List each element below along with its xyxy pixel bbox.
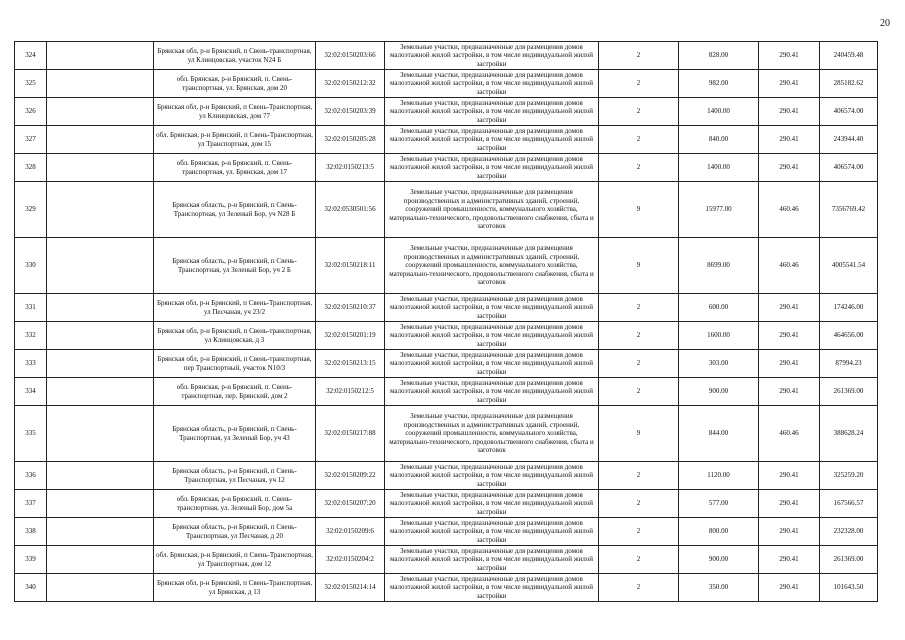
- table-row: [15, 238, 878, 294]
- cadastral-number-cell: 32:02:0150218:11: [316, 238, 385, 294]
- row-number: 335: [15, 406, 47, 462]
- cadastral-number-cell: 32:02:0150212:32: [316, 70, 385, 98]
- specific-value-cell: 290.41: [759, 490, 820, 518]
- address-cell: обл. Брянская, р-н Брянский, п. Свень-транспортная, ул. Брянская, дом 17: [154, 154, 316, 182]
- use-group-cell: 2: [599, 294, 679, 322]
- cadastral-number-cell: 32:02:0150205:28: [316, 126, 385, 154]
- address-cell: обл. Брянская, р-н Брянский, п. Свень-транспортная, ул. Зеленый Бор, дом 5а: [154, 490, 316, 518]
- table-row: [15, 350, 878, 378]
- area-cell: 800.00: [679, 518, 759, 546]
- use-group-cell: 2: [599, 518, 679, 546]
- area-cell: 8699.00: [679, 238, 759, 294]
- address-cell: Брянская область, р-н Брянский, п Свень-Транспортная, ул Зеленый Бор, уч 43: [154, 406, 316, 462]
- use-group-cell: 2: [599, 574, 679, 602]
- table-row: [15, 154, 878, 182]
- specific-value-cell: 290.41: [759, 350, 820, 378]
- registry-rows: [15, 42, 878, 602]
- permitted-use-cell: Земельные участки, предназначенные для размещения домов малоэтажной жилой застройки, в том числе индивидуальной жилой застройки: [385, 294, 599, 322]
- address-cell: Брянская область, р-н Брянский, п Свень-Транспортная, ул Зеленый Бор, уч 2 Б: [154, 238, 316, 294]
- empty-cell: [47, 42, 154, 70]
- permitted-use-cell: Земельные участки, предназначенные для размещения домов малоэтажной жилой застройки, в том числе индивидуальной жилой застройки: [385, 462, 599, 490]
- specific-value-cell: 290.41: [759, 574, 820, 602]
- permitted-use-cell: Земельные участки, предназначенные для размещения домов малоэтажной жилой застройки, в том числе индивидуальной жилой застройки: [385, 350, 599, 378]
- row-number: 327: [15, 126, 47, 154]
- specific-value-cell: 460.46: [759, 406, 820, 462]
- use-group-cell: 2: [599, 350, 679, 378]
- cadastral-value-cell: 285182.62: [820, 70, 878, 98]
- area-cell: 577.00: [679, 490, 759, 518]
- row-number: 340: [15, 574, 47, 602]
- empty-cell: [47, 182, 154, 238]
- specific-value-cell: 290.41: [759, 70, 820, 98]
- empty-cell: [47, 378, 154, 406]
- row-number: 337: [15, 490, 47, 518]
- permitted-use-cell: Земельные участки, предназначенные для размещения домов малоэтажной жилой застройки, в том числе индивидуальной жилой застройки: [385, 490, 599, 518]
- empty-cell: [47, 238, 154, 294]
- cadastral-value-cell: 7356769.42: [820, 182, 878, 238]
- cadastral-value-cell: 261369.00: [820, 378, 878, 406]
- cadastral-number-cell: 32:02:0150214:14: [316, 574, 385, 602]
- specific-value-cell: 290.41: [759, 98, 820, 126]
- area-cell: 828.00: [679, 42, 759, 70]
- cadastral-value-cell: 406574.00: [820, 98, 878, 126]
- cadastral-number-cell: 32:02:0150201:19: [316, 322, 385, 350]
- area-cell: 1120.00: [679, 462, 759, 490]
- cadastral-value-cell: 232328.00: [820, 518, 878, 546]
- cadastral-number-cell: 32:02:0150203:66: [316, 42, 385, 70]
- cadastral-value-cell: 261369.00: [820, 546, 878, 574]
- page-number: 20: [880, 18, 890, 29]
- cadastral-value-cell: 464656.00: [820, 322, 878, 350]
- area-cell: 350.00: [679, 574, 759, 602]
- address-cell: Брянская обл, р-н Брянский, п Свень-транспортная, ул Клинцовская, д 3: [154, 322, 316, 350]
- area-cell: 600.00: [679, 294, 759, 322]
- permitted-use-cell: Земельные участки, предназначенные для размещения производственных и административных зданий, строений, сооружений промышленности, коммунального хозяйства, материально-технического, продовольственного снабжения, сбыта и заготовок: [385, 238, 599, 294]
- row-number: 324: [15, 42, 47, 70]
- row-number: 338: [15, 518, 47, 546]
- specific-value-cell: 290.41: [759, 294, 820, 322]
- empty-cell: [47, 546, 154, 574]
- area-cell: 303.00: [679, 350, 759, 378]
- area-cell: 1400.00: [679, 98, 759, 126]
- permitted-use-cell: Земельные участки, предназначенные для размещения домов малоэтажной жилой застройки, в том числе индивидуальной жилой застройки: [385, 378, 599, 406]
- row-number: 328: [15, 154, 47, 182]
- permitted-use-cell: Земельные участки, предназначенные для размещения домов малоэтажной жилой застройки, в том числе индивидуальной жилой застройки: [385, 126, 599, 154]
- cadastral-number-cell: 32:02:0150212:5: [316, 378, 385, 406]
- address-cell: обл. Брянская, р-н Брянский, п Свень-Транспортная, ул Транспортная, дом 12: [154, 546, 316, 574]
- cadastral-number-cell: 32:02:0150210:37: [316, 294, 385, 322]
- cadastral-number-cell: 32:02:0530501:56: [316, 182, 385, 238]
- specific-value-cell: 290.41: [759, 378, 820, 406]
- table-row: [15, 378, 878, 406]
- use-group-cell: 2: [599, 98, 679, 126]
- table-row: [15, 462, 878, 490]
- table-row: [15, 70, 878, 98]
- address-cell: Брянская область, р-н Брянский, п Свень-Транспортная, ул Песчаная, д 20: [154, 518, 316, 546]
- cadastral-value-cell: 406574.00: [820, 154, 878, 182]
- use-group-cell: 2: [599, 322, 679, 350]
- specific-value-cell: 290.41: [759, 154, 820, 182]
- empty-cell: [47, 490, 154, 518]
- empty-cell: [47, 126, 154, 154]
- use-group-cell: 2: [599, 378, 679, 406]
- table-row: [15, 98, 878, 126]
- area-cell: 900.00: [679, 546, 759, 574]
- row-number: 326: [15, 98, 47, 126]
- empty-cell: [47, 350, 154, 378]
- table-row: [15, 42, 878, 70]
- cadastral-number-cell: 32:02:0150203:39: [316, 98, 385, 126]
- area-cell: 982.00: [679, 70, 759, 98]
- cadastral-number-cell: 32:02:0150213:5: [316, 154, 385, 182]
- row-number: 331: [15, 294, 47, 322]
- specific-value-cell: 290.41: [759, 322, 820, 350]
- use-group-cell: 9: [599, 182, 679, 238]
- use-group-cell: 2: [599, 70, 679, 98]
- empty-cell: [47, 574, 154, 602]
- row-number: 336: [15, 462, 47, 490]
- permitted-use-cell: Земельные участки, предназначенные для размещения производственных и административных зданий, строений, сооружений промышленности, коммунального хозяйства, материально-технического, продовольственного снабжения, сбыта и заготовок: [385, 182, 599, 238]
- table-row: [15, 518, 878, 546]
- use-group-cell: 9: [599, 238, 679, 294]
- permitted-use-cell: Земельные участки, предназначенные для размещения домов малоэтажной жилой застройки, в том числе индивидуальной жилой застройки: [385, 98, 599, 126]
- permitted-use-cell: Земельные участки, предназначенные для размещения производственных и административных зданий, строений, сооружений промышленности, коммунального хозяйства, материально-технического, продовольственного снабжения, сбыта и заготовок: [385, 406, 599, 462]
- specific-value-cell: 290.41: [759, 42, 820, 70]
- address-cell: Брянская обл, р-н Брянский, п Свень-Транспортная, ул Брянская, д 13: [154, 574, 316, 602]
- row-number: 330: [15, 238, 47, 294]
- table-row: [15, 546, 878, 574]
- use-group-cell: 2: [599, 490, 679, 518]
- area-cell: 15977.00: [679, 182, 759, 238]
- row-number: 333: [15, 350, 47, 378]
- permitted-use-cell: Земельные участки, предназначенные для размещения домов малоэтажной жилой застройки, в том числе индивидуальной жилой застройки: [385, 546, 599, 574]
- address-cell: Брянская обл, р-н Брянский, п Свень-транспортная, ул Клинцовская, участок N24 Б: [154, 42, 316, 70]
- area-cell: 840.00: [679, 126, 759, 154]
- area-cell: 844.00: [679, 406, 759, 462]
- empty-cell: [47, 462, 154, 490]
- use-group-cell: 2: [599, 462, 679, 490]
- specific-value-cell: 290.41: [759, 518, 820, 546]
- permitted-use-cell: Земельные участки, предназначенные для размещения домов малоэтажной жилой застройки, в том числе индивидуальной жилой застройки: [385, 42, 599, 70]
- cadastral-value-cell: 325259.20: [820, 462, 878, 490]
- use-group-cell: 9: [599, 406, 679, 462]
- cadastral-value-cell: 240459.48: [820, 42, 878, 70]
- table-row: [15, 574, 878, 602]
- area-cell: 900.00: [679, 378, 759, 406]
- table-row: [15, 294, 878, 322]
- empty-cell: [47, 518, 154, 546]
- address-cell: Брянская обл, р-н Брянский, п Свень-Транспортная, ул Песчаная, уч 23/2: [154, 294, 316, 322]
- cadastral-number-cell: 32:02:0150217:88: [316, 406, 385, 462]
- cadastral-number-cell: 32:02:0150204:2: [316, 546, 385, 574]
- permitted-use-cell: Земельные участки, предназначенные для размещения домов малоэтажной жилой застройки, в том числе индивидуальной жилой застройки: [385, 154, 599, 182]
- cadastral-number-cell: 32:02:0150213:15: [316, 350, 385, 378]
- use-group-cell: 2: [599, 42, 679, 70]
- permitted-use-cell: Земельные участки, предназначенные для размещения домов малоэтажной жилой застройки, в том числе индивидуальной жилой застройки: [385, 70, 599, 98]
- empty-cell: [47, 98, 154, 126]
- cadastral-value-cell: 388628.24: [820, 406, 878, 462]
- specific-value-cell: 460.46: [759, 238, 820, 294]
- specific-value-cell: 290.41: [759, 126, 820, 154]
- empty-cell: [47, 154, 154, 182]
- address-cell: обл. Брянская, р-н Брянский, п. Свень-транспортная, пер. Брянский, дом 2: [154, 378, 316, 406]
- table-row: [15, 406, 878, 462]
- address-cell: обл. Брянская, р-н Брянский, п. Свень-транспортная, ул. Брянская, дом 20: [154, 70, 316, 98]
- empty-cell: [47, 406, 154, 462]
- area-cell: 1600.00: [679, 322, 759, 350]
- row-number: 329: [15, 182, 47, 238]
- specific-value-cell: 290.41: [759, 462, 820, 490]
- permitted-use-cell: Земельные участки, предназначенные для размещения домов малоэтажной жилой застройки, в том числе индивидуальной жилой застройки: [385, 574, 599, 602]
- use-group-cell: 2: [599, 546, 679, 574]
- empty-cell: [47, 294, 154, 322]
- cadastral-value-cell: 167566.57: [820, 490, 878, 518]
- cadastral-value-cell: 4005541.54: [820, 238, 878, 294]
- empty-cell: [47, 70, 154, 98]
- address-cell: Брянская область, р-н Брянский, п Свень-Транспортная, ул Песчаная, уч 12: [154, 462, 316, 490]
- row-number: 332: [15, 322, 47, 350]
- area-cell: 1400.00: [679, 154, 759, 182]
- permitted-use-cell: Земельные участки, предназначенные для размещения домов малоэтажной жилой застройки, в том числе индивидуальной жилой застройки: [385, 322, 599, 350]
- cadastral-number-cell: 32:02:0150209:6: [316, 518, 385, 546]
- cadastral-value-cell: 101643.50: [820, 574, 878, 602]
- row-number: 339: [15, 546, 47, 574]
- row-number: 334: [15, 378, 47, 406]
- cadastral-value-cell: 174246.00: [820, 294, 878, 322]
- table-row: [15, 126, 878, 154]
- row-number: 325: [15, 70, 47, 98]
- address-cell: обл. Брянская, р-н Брянский, п Свень-Транспортная, ул Транспортная, дом 15: [154, 126, 316, 154]
- table-row: [15, 322, 878, 350]
- use-group-cell: 2: [599, 154, 679, 182]
- table-row: [15, 182, 878, 238]
- address-cell: Брянская обл, р-н Брянский, п Свень-Транспортная, ул Клинцовская, дом 77: [154, 98, 316, 126]
- specific-value-cell: 290.41: [759, 546, 820, 574]
- cadastral-number-cell: 32:02:0150209:22: [316, 462, 385, 490]
- use-group-cell: 2: [599, 126, 679, 154]
- registry-table: [14, 41, 878, 602]
- specific-value-cell: 460.46: [759, 182, 820, 238]
- cadastral-value-cell: 243944.40: [820, 126, 878, 154]
- address-cell: Брянская область, р-н Брянский, п Свень-Транспортная, ул Зеленый Бор, уч N28 Б: [154, 182, 316, 238]
- empty-cell: [47, 322, 154, 350]
- permitted-use-cell: Земельные участки, предназначенные для размещения домов малоэтажной жилой застройки, в том числе индивидуальной жилой застройки: [385, 518, 599, 546]
- address-cell: Брянская обл, р-н Брянский, п Свень-транспортная, пер Транспортный, участок N10/3: [154, 350, 316, 378]
- cadastral-value-cell: 87994.23: [820, 350, 878, 378]
- table-row: [15, 490, 878, 518]
- cadastral-number-cell: 32:02:0150207:20: [316, 490, 385, 518]
